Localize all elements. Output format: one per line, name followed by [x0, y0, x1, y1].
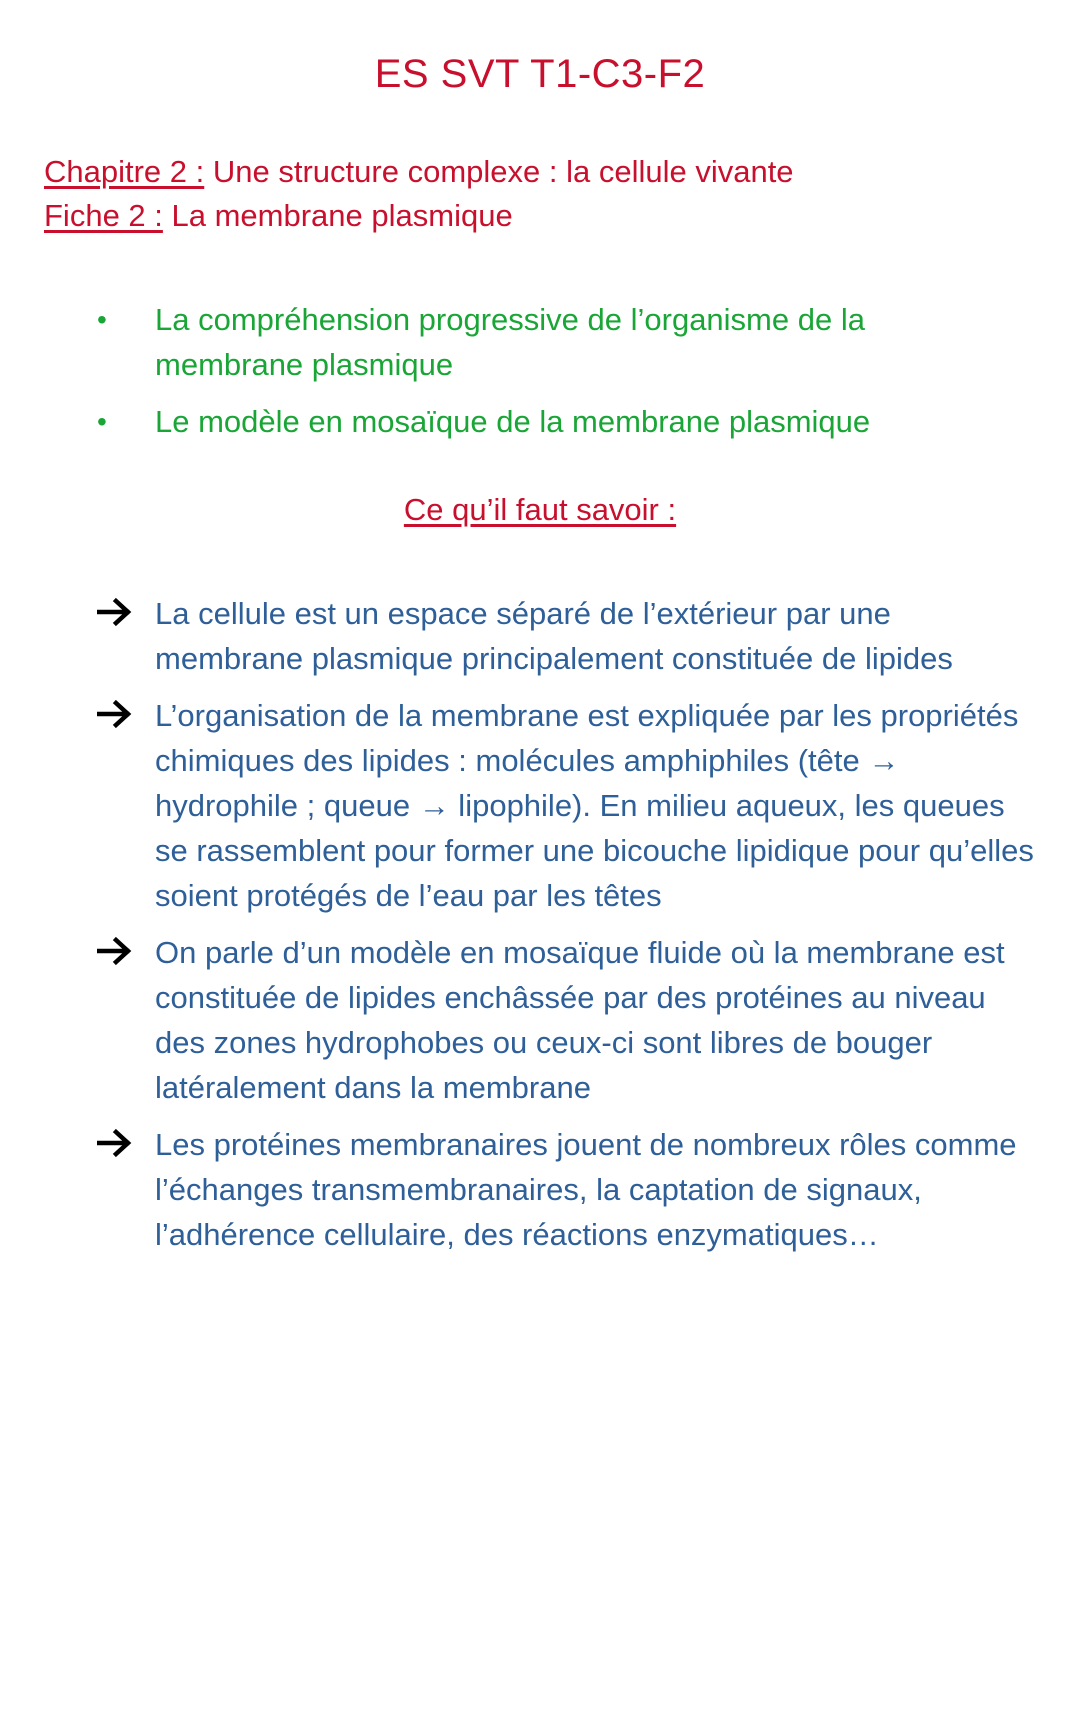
key-point-text: On parle d’un modèle en mosaïque fluide où la membrane est constituée de lipides enchâssée par des protéines au niveau des zones hydrophobes ou ceux-ci sont libres de bouger latéralement dans la membrane — [155, 935, 1005, 1105]
bullet-icon: • — [97, 406, 107, 437]
topic-item — [0, 399, 1080, 444]
subtitle-text: Ce qu’il faut savoir : — [403, 492, 677, 527]
fiche-text: La membrane plasmique — [171, 198, 513, 233]
key-point-item — [0, 1122, 1080, 1257]
arrow-right-icon — [97, 699, 133, 729]
key-point-text: L’organisation de la membrane est expliquée par les propriétés chimiques des lipides : molécules amphiphiles (tête → hydrophile ; queue → lipophile). En milieu aqueux, les queues se rassemblent pour former une bicouche lipidique pour qu’elles soient protégés de l’eau par les têtes — [155, 698, 1034, 913]
key-point-item — [0, 591, 1080, 681]
fiche-label: Fiche 2 : — [44, 198, 163, 233]
topic-text: La compréhension progressive de l’organisme de la membrane plasmique — [155, 302, 865, 382]
key-point-item — [0, 930, 1080, 1110]
arrow-right-icon — [97, 1128, 133, 1158]
topic-text: Le modèle en mosaïque de la membrane plasmique — [155, 404, 871, 439]
document-title: ES SVT T1-C3-F2 — [374, 52, 706, 96]
arrow-right-icon — [97, 597, 133, 627]
chapter-heading — [44, 154, 794, 190]
key-point-text: La cellule est un espace séparé de l’extérieur par une membrane plasmique principalement constituée de lipides — [155, 596, 953, 676]
key-points-list — [0, 591, 1080, 1269]
topics-list — [0, 297, 1080, 456]
arrow-right-icon — [97, 936, 133, 966]
chapter-text: Une structure complexe : la cellule vivante — [212, 154, 794, 189]
bullet-icon: • — [97, 304, 107, 335]
section-subtitle — [0, 492, 1080, 528]
topic-item — [0, 297, 1080, 387]
key-point-item — [0, 693, 1080, 918]
key-point-text: Les protéines membranaires jouent de nombreux rôles comme l’échanges transmembranaires, la captation de signaux, l’adhérence cellulaire, des réactions enzymatiques… — [155, 1127, 1017, 1252]
fiche-heading — [44, 198, 513, 234]
chapter-label: Chapitre 2 : — [44, 154, 205, 189]
